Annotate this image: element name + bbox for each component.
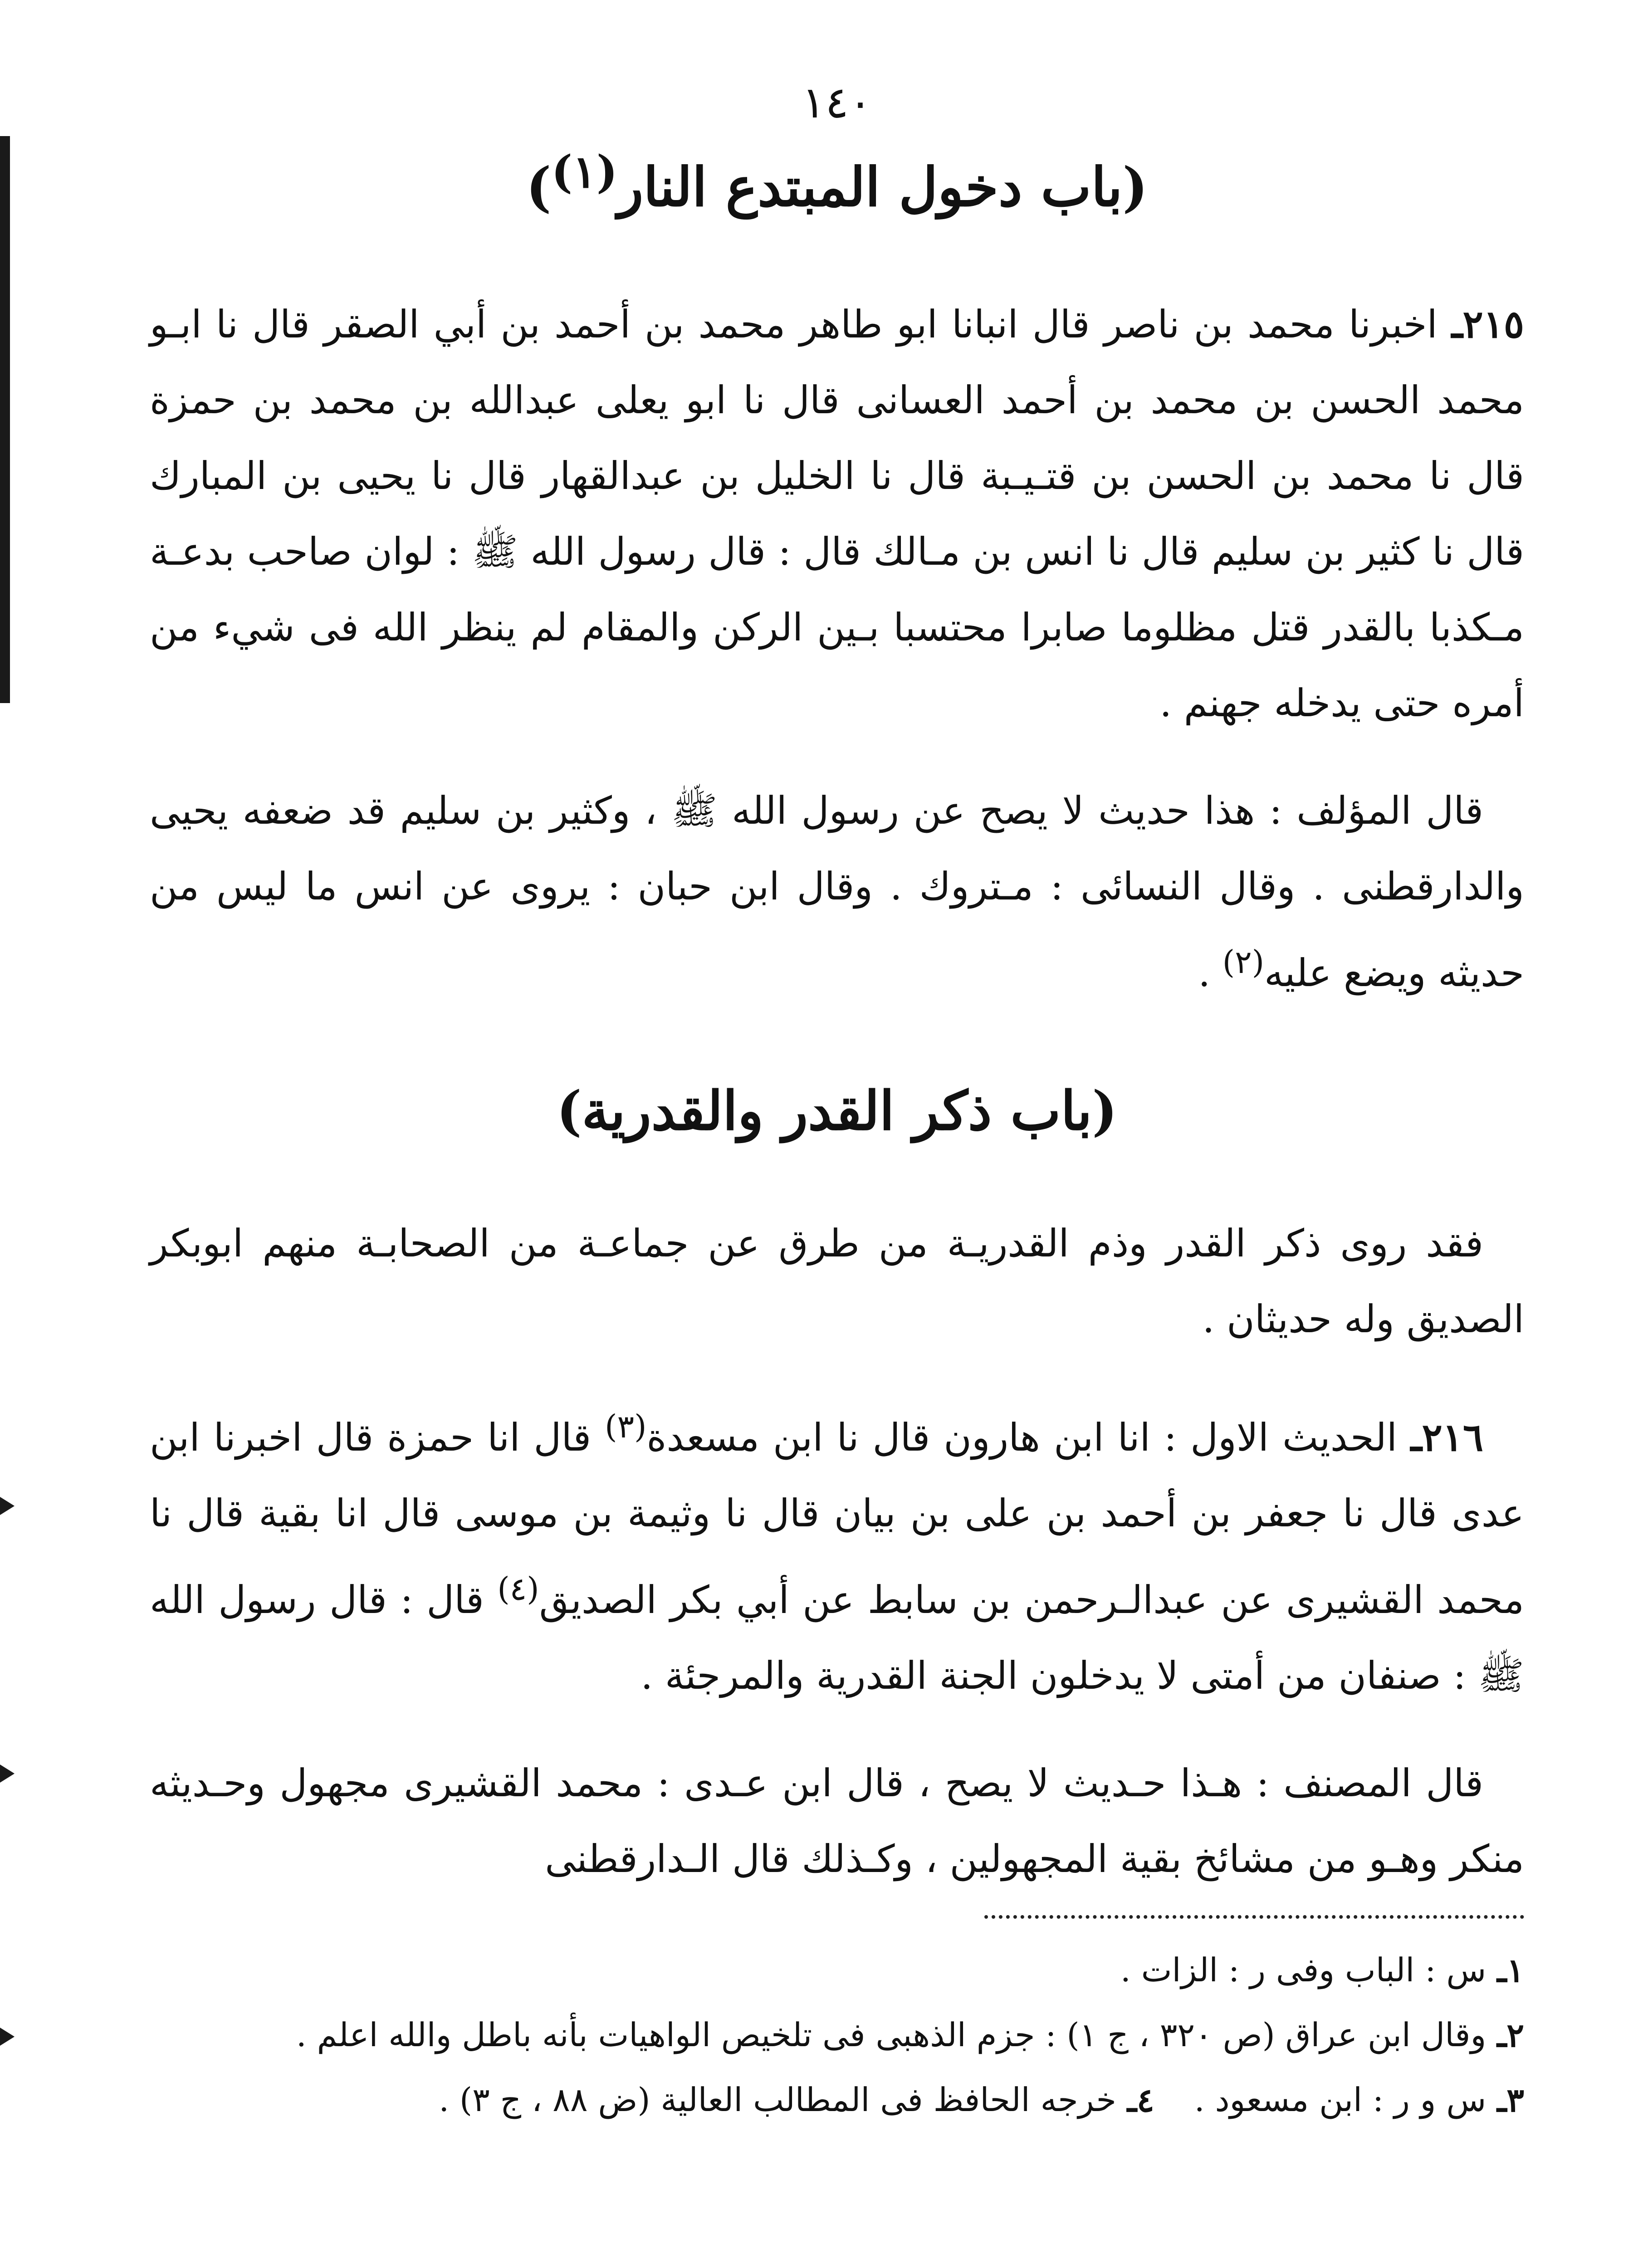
footnote-ref: (١) <box>551 146 618 198</box>
footnote-text: س : الباب وفى ر : الزات . <box>1120 1951 1487 1989</box>
footnote-ref: (٤) <box>497 1570 539 1608</box>
hadith-216 <box>150 1389 1524 1714</box>
section-title-qadar: (باب ذكر القدر والقدرية) <box>556 1079 1118 1143</box>
page-edge-mark <box>0 2028 15 2046</box>
footnote-number: ٤ـ <box>1127 2081 1154 2120</box>
comment-text: قال المؤلف : هذا حديث لا يصح عن رسول الله ﷺ ، وكثير بن سليم قد ضعفه يحيى والدارقطنى . وقال النسائى : مـتروك . وقال ابن حبان : يروى عن انس ما ليس من حديثه ويضع عليه <box>150 788 1524 996</box>
section-title-close: ) <box>526 155 552 219</box>
footnote-ref: (٢) <box>1222 943 1264 981</box>
comment-text: قال المصنف : هـذا حـديث لا يصح ، قال ابن عـدى : محمد القشيرى مجهول وحـديثه منكر وهـو من مشائخ بقية المجهولين ، وكـذلك قال الـدارقطنى <box>150 1761 1524 1882</box>
page-edge-mark <box>0 1765 15 1783</box>
hadith-text-part1: الحديث الاول : انا ابن هارون قال نا ابن مسعدة <box>646 1415 1398 1460</box>
section-title-innovator <box>150 146 1524 218</box>
footnote-item <box>150 2069 1524 2131</box>
hadith-number: ٢١٥ـ <box>1452 302 1524 347</box>
footnote-number: ١ـ <box>1497 1951 1524 1990</box>
hadith-215 <box>150 286 1524 741</box>
hadith-text: اخبرنا محمد بن ناصر قال انبانا ابو طاهر محمد بن أحمد بن أبي الصقر قال نا ابـو محمد الحسن بن محمد بن أحمد العسانى قال نا ابو يعلى عبدالله بن محمد بن حمزة قال نا محمد بن الحسن بن قتـيـبة قال نا الخليل بن عبدالقهار قال نا يحيى بن المبارك قال نا كثير بن سليم قال نا انس بن مـالك قال : قال رسول الله ﷺ : لوان صاحب بدعـة مـكذبا بالقدر قتل مظلوما صابرا محتسبا بـين الركن والمقام لم ينظر الله فى شيء من أمره حتى يدخله جهنم . <box>150 302 1524 726</box>
footnote-number: ٢ـ <box>1497 2016 1524 2055</box>
page-edge-binding-line <box>0 136 10 703</box>
page-number: ١٤٠ <box>802 77 872 128</box>
footnote-text: وقال ابن عراق (ص ٣٢٠ ، ج ١) : جزم الذهبى فى تلخيص الواهيات بأنه باطل والله اعلم . <box>296 2016 1487 2054</box>
comment-end: . <box>1198 951 1223 996</box>
hadith-text-part3: قال : قال رسول الله ﷺ : صنفان من أمتى لا يدخلون الجنة القدرية والمرجئة . <box>150 1578 1524 1698</box>
author-comment-216 <box>150 1745 1524 1897</box>
hadith-text-part2: قال انا حمزة قال اخبرنا ابن عدى قال نا جعفر بن أحمد بن على بن بيان قال نا وثيمة بن موسى قال انا بقية قال نا محمد القشيرى عن عبدالـرحمن بن سابط عن أبي بكر الصديق <box>150 1415 1525 1623</box>
footnote-item <box>150 1939 1524 2001</box>
hadith-number: ٢١٦ـ <box>1411 1415 1484 1460</box>
footnote-text: خرجه الحافظ فى المطالب العالية (ض ٨٨ ، ج ٣) . <box>439 2081 1116 2119</box>
footnote-ref: (٣) <box>605 1408 647 1446</box>
footnotes <box>150 1939 1524 2131</box>
section-title-text: (باب دخول المبتدع النار <box>617 155 1148 219</box>
author-comment-215 <box>150 773 1524 1011</box>
book-page <box>150 77 1524 2268</box>
page-edge-mark <box>0 1497 15 1515</box>
footnote-item <box>150 2004 1524 2066</box>
footnote-number: ٣ـ <box>1497 2081 1524 2120</box>
intro-text: فقد روى ذكر القدر وذم القدريـة من طرق عن جماعـة من الصحابـة منهم ابوبكر الصديق وله حديثان . <box>150 1221 1524 1342</box>
section-intro <box>150 1206 1524 1357</box>
footnote-separator <box>984 1915 1524 1919</box>
footnote-text: س و ر : ابن مسعود . <box>1194 2081 1487 2119</box>
